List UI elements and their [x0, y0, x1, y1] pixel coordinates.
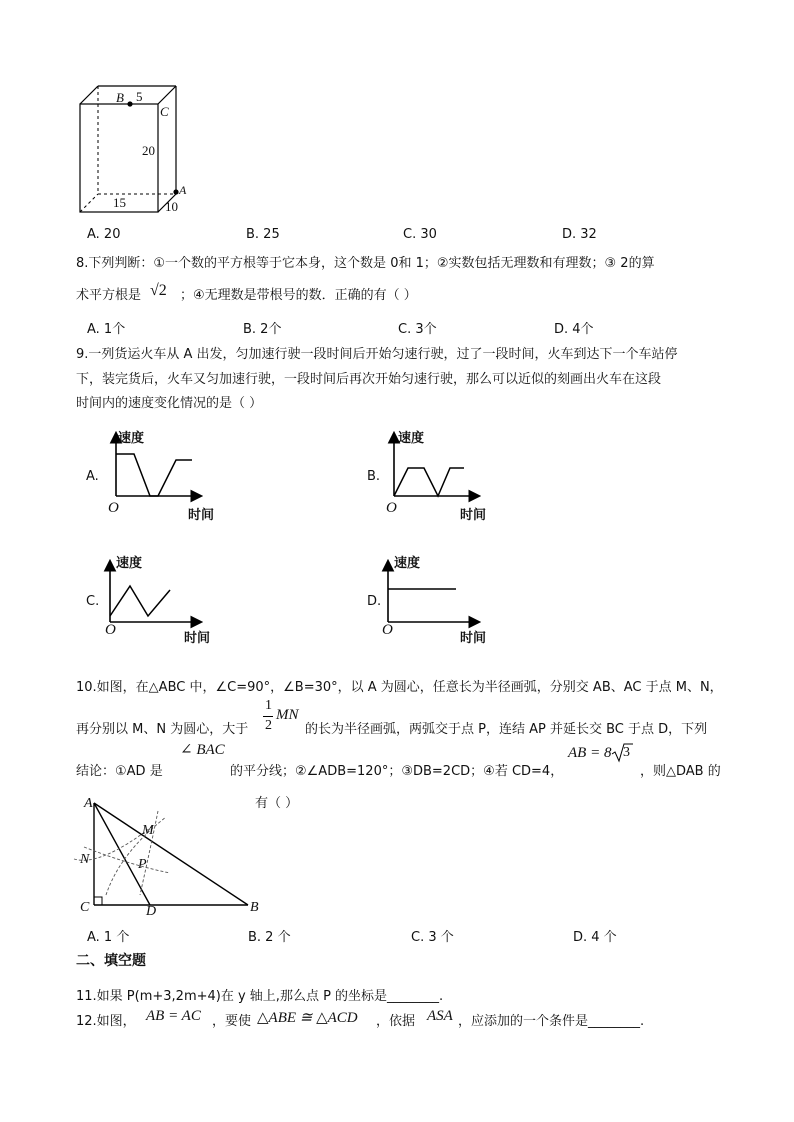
- graph-d-xlabel: 时间: [460, 631, 487, 646]
- q7-option-c[interactable]: C. 30: [403, 227, 437, 242]
- q10-angle: ∠ BAC: [180, 742, 225, 758]
- q12-pre: 12.如图，: [76, 1014, 136, 1029]
- graph-c-xlabel: 时间: [184, 631, 211, 646]
- q12-mid1: ，要使: [212, 1014, 252, 1029]
- graph-d-ylabel: 速度: [394, 556, 421, 571]
- q10-line3-b: 的平分线；②∠ADB=120°；③DB=2CD；④若 CD=4，: [230, 764, 564, 779]
- q12-math2: △ABE ≅ △ACD: [257, 1010, 358, 1026]
- q8-line2-post: ；④无理数是带根号的数．正确的有（ ）: [180, 288, 417, 303]
- q10-eq: AB = 8: [568, 745, 612, 761]
- label-5: 5: [136, 89, 143, 104]
- label-20: 20: [142, 143, 155, 158]
- q7-option-d[interactable]: D. 32: [562, 227, 597, 242]
- q10-option-c[interactable]: C. 3 个: [411, 930, 454, 945]
- q10-frac-den: 2: [265, 718, 272, 733]
- triangle-figure: [70, 795, 270, 920]
- label-C: C: [160, 104, 169, 119]
- fig-label-M: M: [142, 823, 154, 838]
- q12-post: ，应添加的一个条件是________.: [458, 1014, 645, 1029]
- q10-option-a[interactable]: A. 1 个: [87, 930, 130, 945]
- fig-label-C: C: [80, 900, 90, 915]
- graph-c-ylabel: 速度: [116, 556, 143, 571]
- fig-label-B: B: [250, 900, 259, 915]
- graph-b-ylabel: 速度: [398, 431, 425, 446]
- graph-b-origin: O: [386, 500, 397, 516]
- q8-sqrt2: √2: [150, 282, 167, 299]
- q10-line3-a: 结论：①AD 是: [76, 764, 163, 779]
- q10-root: 3: [623, 745, 630, 760]
- label-B: B: [116, 90, 124, 105]
- q10-option-b[interactable]: B. 2 个: [248, 930, 291, 945]
- graph-b-option[interactable]: B.: [367, 469, 381, 484]
- graph-b-xlabel: 时间: [460, 508, 487, 523]
- q10-option-d[interactable]: D. 4 个: [573, 930, 617, 945]
- q8-option-b[interactable]: B. 2个: [243, 322, 282, 337]
- q8-option-c[interactable]: C. 3个: [398, 322, 437, 337]
- q7-option-a[interactable]: A. 20: [87, 227, 121, 242]
- q10-line3-c: ，则△DAB 的: [640, 764, 721, 779]
- fig-label-N: N: [80, 852, 90, 867]
- q10-frac-var: MN: [276, 707, 299, 723]
- q9-line3: 时间内的速度变化情况的是（ ）: [76, 396, 263, 411]
- q8-option-d[interactable]: D. 4个: [554, 322, 594, 337]
- q10-line2-post: 的长为半径画弧，两弧交于点 P，连结 AP 并延长交 BC 于点 D，下列: [305, 722, 708, 737]
- q10-line2-pre: 再分别以 M、N 为圆心，大于: [76, 722, 249, 737]
- q10-frac-bar: [263, 716, 273, 717]
- graph-a-origin: O: [108, 500, 119, 516]
- graph-d-option[interactable]: D.: [367, 594, 382, 609]
- label-A: A: [179, 183, 187, 197]
- q7-option-b[interactable]: B. 25: [246, 227, 280, 242]
- graph-c-origin: O: [105, 622, 116, 638]
- fig-label-P: P: [138, 857, 147, 872]
- graph-a-ylabel: 速度: [118, 431, 145, 446]
- graph-a-option[interactable]: A.: [86, 469, 99, 484]
- fig-label-D: D: [146, 904, 157, 919]
- q8-option-a[interactable]: A. 1个: [87, 322, 126, 337]
- q10-line1: 10.如图，在△ABC 中，∠C=90°，∠B=30°，以 A 为圆心，任意长为半径画弧，分别交 AB、AC 于点 M、N，: [76, 680, 723, 695]
- section-title: 二、填空题: [76, 953, 146, 969]
- label-10: 10: [165, 199, 178, 214]
- q9-line2: 下，装完货后，火车又匀加速行驶，一段时间后再次开始匀速行驶，那么可以近似的刻画出火车在这段: [76, 372, 662, 387]
- q8-line1: 8.下列判断：①一个数的平方根等于它本身，这个数是 0和 1；②实数包括无理数和有理数；③ 2的算: [76, 256, 655, 271]
- q12-mid2: ，依据: [376, 1014, 416, 1029]
- graph-c-option[interactable]: C.: [86, 594, 100, 609]
- graph-a-xlabel: 时间: [188, 508, 215, 523]
- q10-line4: 有（ ）: [255, 796, 299, 811]
- q12-math3: ASA: [427, 1008, 453, 1024]
- graph-d-origin: O: [382, 622, 393, 638]
- fig-label-A: A: [84, 796, 93, 811]
- q9-line1: 9.一列货运火车从 A 出发，匀加速行驶一段时间后开始匀速行驶，过了一段时间，火车到达下一个车站停: [76, 347, 678, 362]
- q12-math1: AB = AC: [146, 1008, 201, 1024]
- label-15: 15: [113, 195, 126, 210]
- q8-line2-pre: 术平方根是: [76, 288, 142, 303]
- q10-frac-num: 1: [265, 698, 272, 713]
- q11-text: 11.如果 P(m+3,2m+4)在 y 轴上,那么点 P 的坐标是________.: [76, 989, 444, 1004]
